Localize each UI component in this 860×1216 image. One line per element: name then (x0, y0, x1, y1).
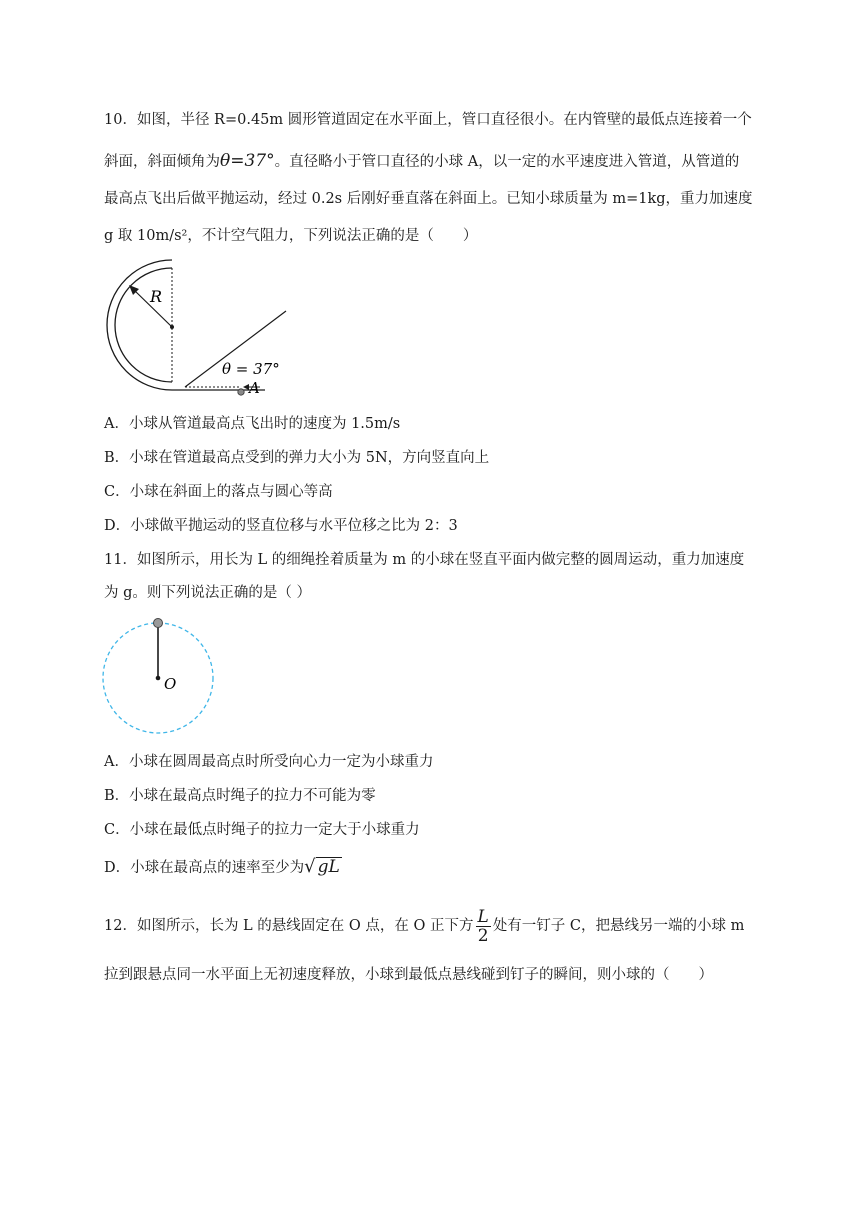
fraction-denominator: 2 (477, 925, 489, 946)
q10-option-c: C．小球在斜面上的落点与圆心等高 (104, 484, 333, 500)
label-theta: θ = 37° (222, 360, 280, 378)
q10-theta-formula: θ=37° (220, 151, 275, 171)
q11-option-b: B．小球在最高点时绳子的拉力不可能为零 (104, 788, 376, 804)
q11-option-d-sqrt: gL (317, 857, 340, 877)
q10-text-line3: 最高点飞出后做平抛运动，经过 0.2s 后刚好垂直落在斜面上。已知小球质量为 m=1kg，重力加速度 (104, 191, 753, 207)
q10-text-line2b: 。直径略小于管口直径的小球 A，以一定的水平速度进入管道，从管道的 (274, 154, 740, 170)
q12-text-line1b: 处有一钉子 C，把悬线另一端的小球 m (492, 918, 745, 934)
q11-figure (100, 615, 220, 735)
q10-text-line1: 10．如图，半径 R=0.45m 圆形管道固定在水平面上，管口直径很小。在内管壁的最低点连接着一个 (104, 112, 752, 128)
q12-text-line2: 拉到跟悬点同一水平面上无初速度释放，小球到最低点悬线碰到钉子的瞬间，则小球的（ ） (104, 967, 713, 983)
q11-option-d (104, 857, 342, 878)
q10-text-line2 (104, 151, 739, 172)
q10-option-a: A．小球从管道最高点飞出时的速度为 1.5m/s (104, 416, 401, 432)
label-O: O (164, 675, 177, 693)
ball-A (238, 389, 244, 395)
ball (154, 619, 163, 628)
q12-text-line1 (104, 906, 744, 946)
sqrt-symbol: √ (304, 856, 316, 877)
pipe-inner-arc (115, 268, 172, 382)
q10-option-b: B．小球在管道最高点受到的弹力大小为 5N，方向竖直向上 (104, 450, 490, 466)
q10-figure (100, 255, 300, 405)
pipe-outer-arc (107, 260, 172, 390)
center-point-O (156, 676, 161, 681)
fraction-L-over-2 (476, 908, 491, 945)
label-A: A (249, 379, 260, 397)
q11-option-a: A．小球在圆周最高点时所受向心力一定为小球重力 (104, 754, 434, 770)
q10-text-line2a: 斜面，斜面倾角为 (104, 154, 220, 170)
q11-text-line2: 为 g。则下列说法正确的是（ ） (104, 585, 311, 601)
q10-text-line4: g 取 10m/s²，不计空气阻力，下列说法正确的是（ ） (104, 228, 478, 244)
label-R: R (150, 287, 163, 306)
q10-option-d: D．小球做平抛运动的竖直位移与水平位移之比为 2：3 (104, 518, 458, 534)
q11-text-line1: 11．如图所示，用长为 L 的细绳拴着质量为 m 的小球在竖直平面内做完整的圆周运动，重力加速度 (104, 552, 745, 568)
fraction-numerator: L (477, 906, 489, 927)
q11-option-c: C．小球在最低点时绳子的拉力一定大于小球重力 (104, 822, 420, 838)
q11-option-d-prefix: D．小球在最高点的速率至少为 (104, 860, 305, 876)
q12-text-line1a: 12．如图所示，长为 L 的悬线固定在 O 点，在 O 正下方 (104, 918, 474, 934)
